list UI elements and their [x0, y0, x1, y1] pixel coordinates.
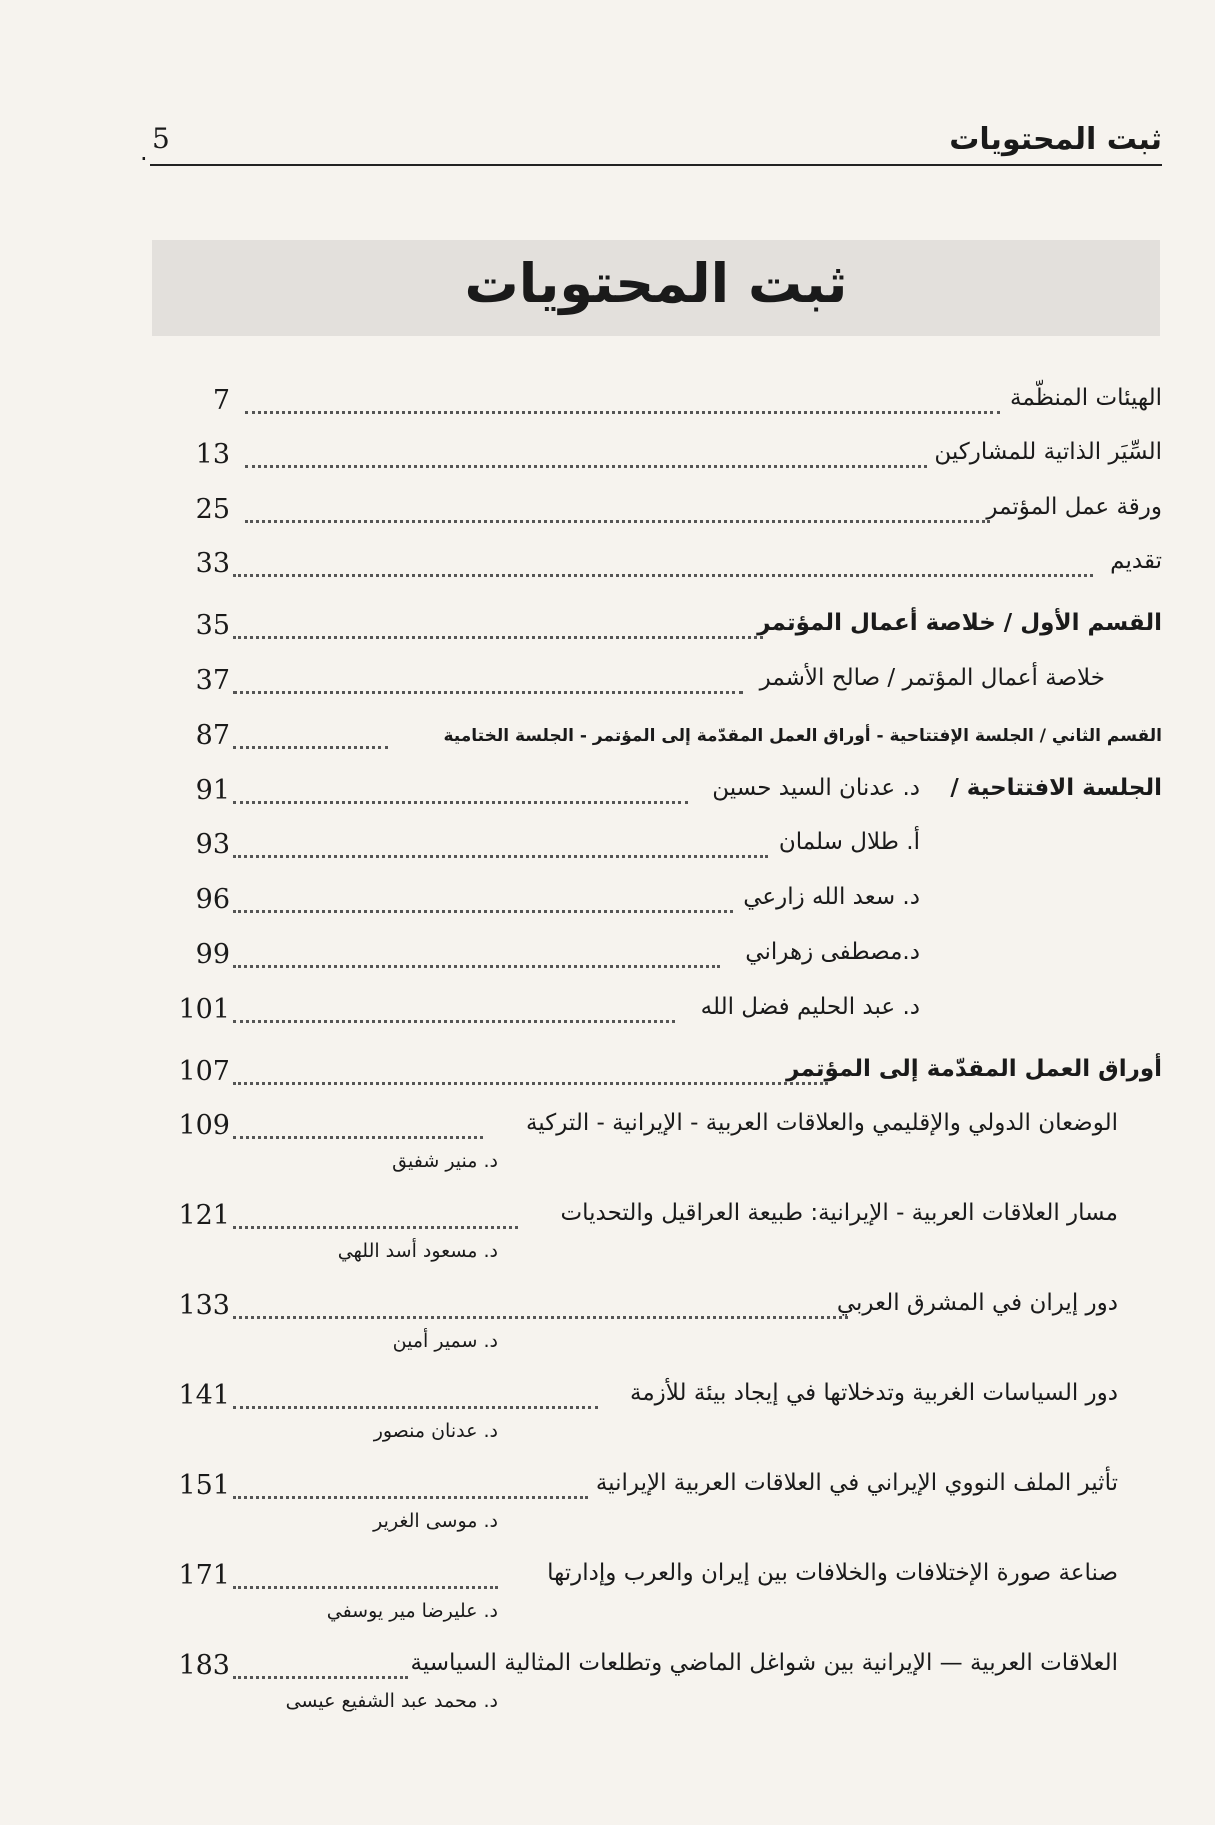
toc-title: دور إيران في المشرق العربي: [836, 1290, 1118, 1316]
toc-section-title: أوراق العمل المقدّمة إلى المؤتمر: [786, 1056, 1162, 1082]
leader-dots: [233, 636, 763, 639]
toc-author: [0, 1150, 1215, 1180]
toc-page: 25: [195, 494, 230, 525]
toc-title: الوضعان الدولي والإقليمي والعلاقات العربية - الإيرانية - التركية: [525, 1110, 1118, 1136]
toc-title: العلاقات العربية — الإيرانية بين شواغل الماضي وتطلعات المثالية السياسية: [410, 1650, 1118, 1676]
toc-author-name: د. سمير أمين: [392, 1330, 498, 1352]
toc-page: 93: [195, 829, 230, 860]
leader-dots: [233, 965, 720, 968]
toc-speaker: د. سعد الله زارعي: [743, 884, 920, 910]
leader-dots: [245, 520, 990, 523]
toc-page: 141: [178, 1380, 230, 1411]
toc-title: مسار العلاقات العربية - الإيرانية: طبيعة العراقيل والتحديات: [560, 1200, 1118, 1226]
toc-speaker: د. عدنان السيد حسين: [712, 775, 920, 801]
leader-dots: [245, 465, 927, 468]
toc-page: 35: [195, 610, 230, 641]
leader-dots: [233, 910, 733, 913]
toc-entry: [0, 1470, 1215, 1510]
leader-dots: [233, 855, 768, 858]
toc-entry: [0, 720, 1215, 760]
toc-page: 107: [178, 1056, 230, 1087]
leader-dots: [233, 1586, 498, 1589]
toc-entry: [0, 939, 1215, 979]
toc-author-name: د. عدنان منصور: [373, 1420, 498, 1442]
leader-dots: [233, 1406, 598, 1409]
toc-author: [0, 1330, 1215, 1360]
page-title: ثبت المحتويات: [464, 252, 848, 315]
toc-section-title: القسم الأول / خلاصة أعمال المؤتمر: [757, 610, 1162, 636]
header-dot: .: [140, 138, 148, 166]
header-title: ثبت المحتويات: [949, 122, 1162, 157]
leader-dots: [245, 411, 1000, 414]
leader-dots: [233, 691, 743, 694]
leader-dots: [233, 1316, 848, 1319]
toc-entry: [0, 610, 1215, 650]
toc-entry: [0, 1056, 1215, 1096]
toc-page: 133: [178, 1290, 230, 1321]
toc-entry: [0, 884, 1215, 924]
toc-page: 33: [195, 548, 230, 579]
toc-title: خلاصة أعمال المؤتمر / صالح الأشمر: [759, 665, 1105, 691]
toc-speaker: د. عبد الحليم فضل الله: [700, 994, 920, 1020]
toc-author: [0, 1690, 1215, 1720]
leader-dots: [233, 1496, 588, 1499]
toc-entry: [0, 1380, 1215, 1420]
leader-dots: [233, 801, 688, 804]
toc-author-name: د. محمد عبد الشفيع عيسى: [285, 1690, 498, 1712]
toc-page: 91: [195, 775, 230, 806]
leader-dots: [233, 574, 1093, 577]
toc-author: [0, 1420, 1215, 1450]
toc-author-name: د. موسى الغرير: [373, 1510, 498, 1532]
toc-entry: [0, 1650, 1215, 1690]
leader-dots: [233, 1226, 518, 1229]
toc-page: 171: [178, 1560, 230, 1591]
toc-author-name: د. عليرضا مير يوسفي: [326, 1600, 498, 1622]
leader-dots: [233, 1020, 675, 1023]
toc-entry: [0, 385, 1215, 425]
toc-author: [0, 1240, 1215, 1270]
toc-entry: [0, 494, 1215, 534]
running-header: [140, 118, 1162, 166]
toc-author-name: د. منير شفيق: [392, 1150, 498, 1172]
toc-author-name: د. مسعود أسد اللهي: [337, 1240, 498, 1262]
toc-entry: [0, 1290, 1215, 1330]
toc-entry: [0, 994, 1215, 1034]
leader-dots: [233, 1676, 408, 1679]
toc-page: 87: [195, 720, 230, 751]
toc-title: دور السياسات الغربية وتدخلاتها في إيجاد بيئة للأزمة: [630, 1380, 1118, 1406]
toc-entry: [0, 548, 1215, 588]
toc-entry: [0, 1560, 1215, 1600]
leader-dots: [233, 1136, 483, 1139]
toc-title: تأثير الملف النووي الإيراني في العلاقات العربية الإيرانية: [595, 1470, 1118, 1496]
toc-page: 121: [178, 1200, 230, 1231]
toc-page: 183: [178, 1650, 230, 1681]
toc-title: الهيئات المنظّمة: [1010, 385, 1162, 411]
toc-entry: [0, 439, 1215, 479]
title-banner: [152, 240, 1160, 336]
toc-section-title: الجلسة الافتتاحية /: [950, 775, 1162, 801]
toc-page: 7: [212, 385, 230, 416]
toc-page: 96: [195, 884, 230, 915]
toc-entry: [0, 1200, 1215, 1240]
toc-title: ورقة عمل المؤتمر: [986, 494, 1162, 520]
toc-page: 13: [195, 439, 230, 470]
toc-author: [0, 1600, 1215, 1630]
toc-title: السِّيَر الذاتية للمشاركين: [934, 439, 1162, 465]
toc-page: 109: [178, 1110, 230, 1141]
toc-speaker: د.مصطفى زهراني: [745, 939, 920, 965]
toc-entry: [0, 829, 1215, 869]
header-page-number: 5: [152, 122, 170, 155]
leader-dots: [233, 746, 388, 749]
toc-section-title: القسم الثاني / الجلسة الإفتتاحية - أوراق العمل المقدّمة إلى المؤتمر - الجلسة الختامية: [443, 726, 1162, 746]
toc-page: 99: [195, 939, 230, 970]
toc-entry: [0, 1110, 1215, 1150]
toc-page: 101: [178, 994, 230, 1025]
toc-entry: [0, 775, 1215, 815]
toc-title: صناعة صورة الإختلافات والخلافات بين إيران والعرب وإدارتها: [547, 1560, 1118, 1586]
toc-title: تقديم: [1110, 548, 1162, 574]
toc-author: [0, 1510, 1215, 1540]
toc-page: 151: [178, 1470, 230, 1501]
toc-speaker: أ. طلال سلمان: [778, 829, 920, 855]
toc-page: 37: [195, 665, 230, 696]
toc-entry: [0, 665, 1215, 705]
leader-dots: [233, 1082, 828, 1085]
